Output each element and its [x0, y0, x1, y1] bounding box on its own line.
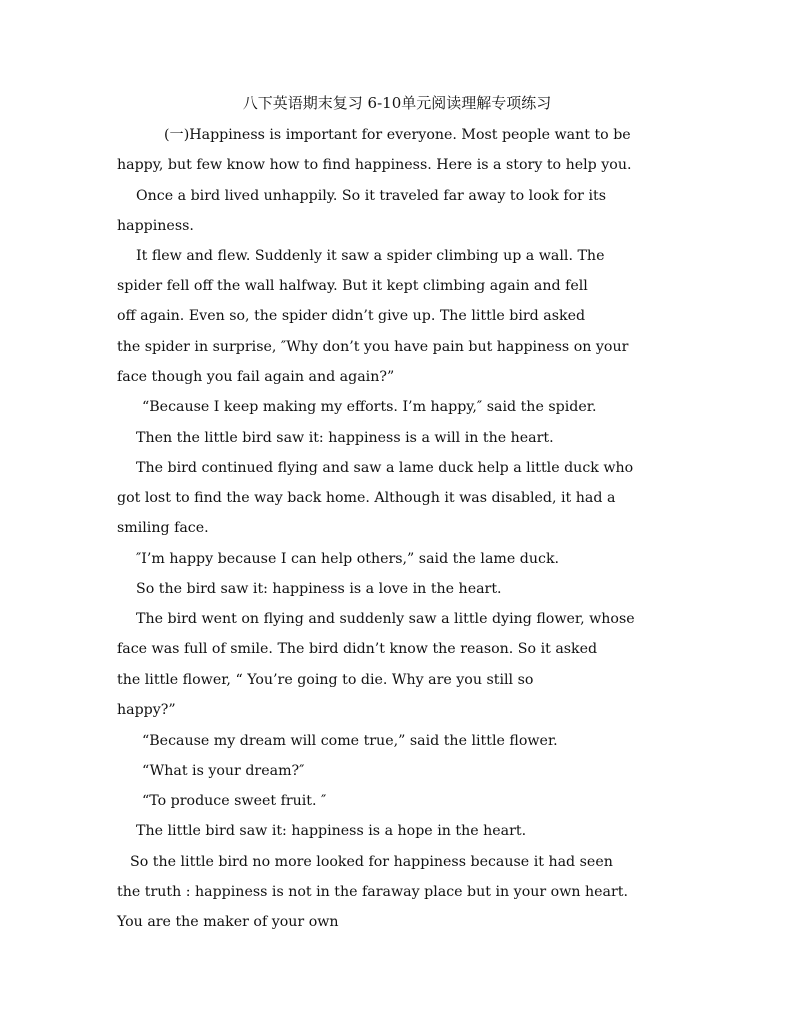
text-line: The little bird saw it: happiness is a hope in the heart.: [136, 823, 527, 839]
text-line: the spider in surprise, ″Why don’t you have pain but happiness on your: [117, 339, 629, 355]
text-line: off again. Even so, the spider didn’t give up. The little bird asked: [117, 308, 586, 324]
text-line: “Because I keep making my efforts. I’m happy,″ said the spider.: [142, 399, 597, 415]
text-line: So the bird saw it: happiness is a love in the heart.: [136, 581, 502, 597]
text-line: ″I’m happy because I can help others,” said the lame duck.: [136, 551, 560, 567]
text-line: face though you fail again and again?”: [117, 369, 395, 385]
text-line: “To produce sweet fruit. ″: [142, 793, 327, 809]
text-line: (一)Happiness is important for everyone. Most people want to be: [164, 127, 631, 143]
text-line: Once a bird lived unhappily. So it traveled far away to look for its: [136, 188, 606, 204]
text-line: got lost to find the way back home. Although it was disabled, it had a: [117, 490, 616, 506]
text-line: The bird went on flying and suddenly saw a little dying flower, whose: [136, 611, 635, 627]
text-line: smiling face.: [117, 520, 209, 536]
text-line: “What is your dream?″: [142, 763, 305, 779]
text-line: “Because my dream will come true,” said the little flower.: [142, 733, 558, 749]
text-line: Then the little bird saw it: happiness is a will in the heart.: [136, 430, 554, 446]
text-line: You are the maker of your own: [117, 914, 339, 930]
text-line: the little flower, “ You’re going to die. Why are you still so: [117, 672, 534, 688]
document-title: 八下英语期末复习 6-10单元阅读理解专项练习: [242, 94, 552, 112]
text-line: So the little bird no more looked for happiness because it had seen: [130, 854, 613, 870]
text-line: face was full of smile. The bird didn’t know the reason. So it asked: [117, 641, 598, 657]
text-line: happiness.: [117, 218, 194, 234]
text-line: It flew and flew. Suddenly it saw a spider climbing up a wall. The: [136, 248, 605, 264]
text-line: spider fell off the wall halfway. But it kept climbing again and fell: [117, 278, 588, 294]
text-line: The bird continued flying and saw a lame duck help a little duck who: [136, 460, 634, 476]
text-line: the truth : happiness is not in the faraway place but in your own heart.: [117, 884, 628, 900]
text-line: happy, but few know how to find happiness. Here is a story to help you.: [117, 157, 632, 173]
text-line: happy?”: [117, 702, 176, 718]
